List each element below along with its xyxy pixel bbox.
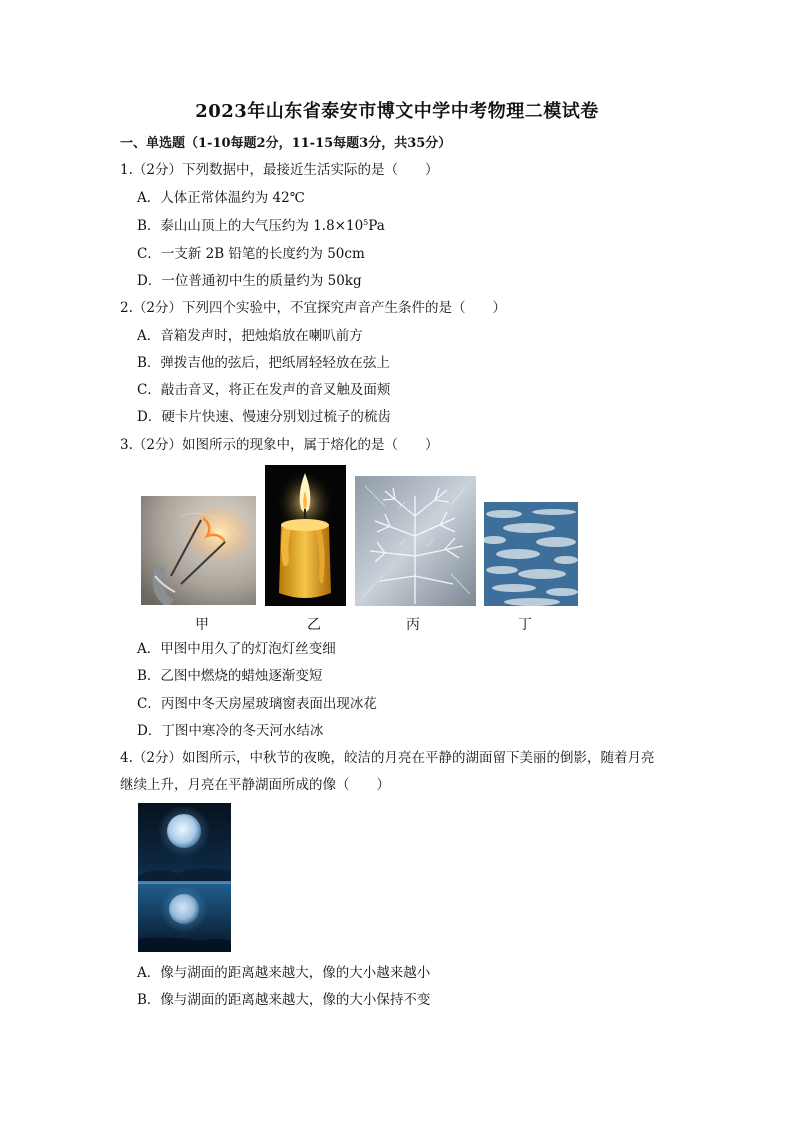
- question-2-option-d: D．硬卡片快速、慢速分别划过梳子的梳齿: [137, 409, 391, 425]
- question-3-option-a: A．甲图中用久了的灯泡灯丝变细: [137, 641, 336, 657]
- page-title: 2023年山东省泰安市博文中学中考物理二模试卷: [195, 101, 599, 122]
- caption-jia: 甲: [195, 617, 209, 633]
- question-4-option-b: B．像与湖面的距离越来越大，像的大小保持不变: [137, 992, 431, 1008]
- section-heading: 一、单选题（1-10每题2分，11-15每题3分，共35分）: [120, 136, 452, 151]
- question-3-option-d: D．丁图中寒冷的冬天河水结冰: [137, 723, 324, 739]
- unit: Pa: [368, 218, 385, 234]
- candle-image: [265, 465, 346, 606]
- question-1-option-c: C．一支新 2B 铅笔的长度约为 50cm: [137, 246, 365, 262]
- exponent: 5: [363, 218, 369, 227]
- question-3-stem: 3.（2分）如图所示的现象中，属于熔化的是（ ）: [120, 437, 439, 453]
- light-bulb-image: [141, 496, 256, 605]
- frost-window-image: [355, 476, 476, 606]
- frozen-river-image: [484, 502, 578, 606]
- question-1-stem: 1.（2分）下列数据中，最接近生活实际的是（ ）: [120, 162, 439, 178]
- question-1-option-a: A．人体正常体温约为 42℃: [137, 190, 305, 206]
- question-3-option-c: C．丙图中冬天房屋玻璃窗表面出现冰花: [137, 696, 377, 712]
- question-2-option-c: C．敲击音叉，将正在发声的音叉触及面颊: [137, 382, 391, 398]
- question-2-option-b: B．弹拨吉他的弦后，把纸屑轻轻放在弦上: [137, 355, 390, 371]
- caption-ding: 丁: [518, 617, 532, 633]
- question-4-option-a: A．像与湖面的距离越来越大，像的大小越来越小: [137, 965, 431, 981]
- question-2-option-a: A．音箱发声时，把烛焰放在喇叭前方: [137, 328, 363, 344]
- question-1-option-d: D．一位普通初中生的质量约为 50kg: [137, 273, 362, 289]
- question-2-stem: 2.（2分）下列四个实验中，不宜探究声音产生条件的是（ ）: [120, 300, 506, 316]
- question-1-option-b: [137, 217, 385, 235]
- option-b-text: B．泰山山顶上的大气压约为 1.8×10: [137, 218, 364, 234]
- question-3-option-b: B．乙图中燃烧的蜡烛逐渐变短: [137, 668, 323, 684]
- question-4-stem-line-1: 4.（2分）如图所示，中秋节的夜晚，皎洁的月亮在平静的湖面留下美丽的倒影，随着月亮: [120, 750, 655, 766]
- caption-yi: 乙: [307, 617, 321, 633]
- question-4-stem-line-2: 继续上升，月亮在平静湖面所成的像（ ）: [120, 777, 390, 793]
- moon-reflection-image: [138, 803, 231, 952]
- caption-bing: 丙: [406, 617, 420, 633]
